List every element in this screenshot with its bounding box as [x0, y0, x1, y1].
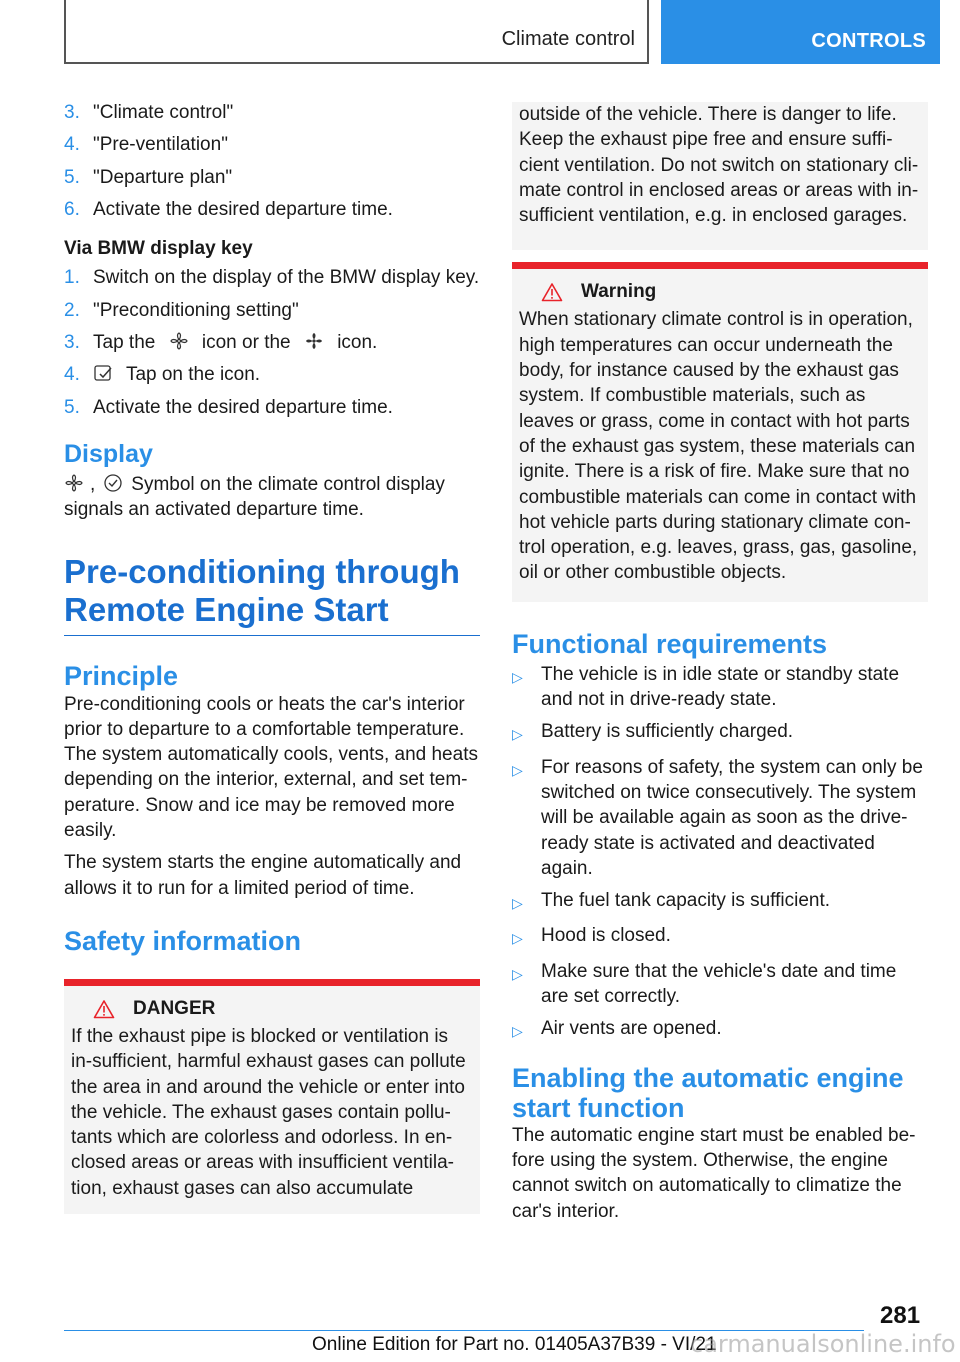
watermark: carmanualsonline.info — [690, 1330, 956, 1358]
footer-edition: Online Edition for Part no. 01405A37B39 - VI/21 — [312, 1334, 717, 1355]
list-item: 3. Tap the icon or the icon. — [64, 332, 378, 354]
warning-text: When stationary climate control is in operation, high temperatures can occur underneath the body, for instance caused by the exhaust gas system. If combustible materials, such as leaves or grass, come in contact with hot parts of the exhaust gas system, these materials can ignite. There is a risk of fire. Make sure that no combustible materials can come in contact with hot vehicle parts during stationary climate con-trol operation, e.g. leaves, grass, gas, gasoline, oil or other combustible objects. — [519, 309, 918, 584]
header-section-title: Climate control — [501, 28, 635, 50]
danger-box — [64, 979, 480, 1214]
safety-heading: Safety information — [64, 925, 302, 956]
list-item: ▷ Battery is sufficiently charged. — [512, 719, 928, 747]
danger-text: If the exhaust pipe is blocked or ventilation is in-sufficient, harmful exhaust gases can pollute the area in and around the vehicle or enter into the vehicle. The exhaust gases contain pollu-tants which are colorless and odorless. In en-closed areas or areas with insufficient ventila-tion, exhaust gases can also accumulate — [71, 1025, 466, 1199]
main-heading-block — [64, 553, 480, 636]
right-column — [512, 102, 928, 1224]
bullet-triangle-icon: ▷ — [512, 726, 523, 743]
list-item: 2. "Preconditioning setting" — [64, 299, 299, 321]
left-column — [64, 100, 480, 1214]
list-item: ▷ The vehicle is in idle state or standby state and not in drive-ready state. — [512, 662, 928, 713]
list-item: 3. "Climate control" — [64, 102, 234, 123]
header-chapter-title: CONTROLS — [811, 30, 926, 52]
bullet-triangle-icon: ▷ — [512, 895, 523, 912]
clock-check-icon — [103, 473, 123, 493]
list-item: ▷ Make sure that the vehicle's date and time are set correctly. — [512, 959, 928, 1010]
danger-text-continued: outside of the vehicle. There is danger to life. Keep the exhaust pipe free and ensure suffi-cient ventilation. Do not switch on stationary cli-mate control in enclosed areas or areas with in-sufficient ventilation, e.g. in enclosed garages. — [519, 104, 919, 227]
header-chapter-tab — [661, 0, 940, 64]
list-item: 5. "Departure plan" — [64, 166, 233, 188]
warning-triangle-icon — [93, 999, 115, 1019]
warning-title: Warning — [581, 281, 657, 303]
danger-title: DANGER — [133, 997, 216, 1019]
principle-paragraph-2: The system starts the engine automatically and allows it to run for a limited period of time. — [64, 852, 462, 899]
list-item: 4. "Pre-ventilation" — [64, 134, 228, 156]
fan-icon — [169, 331, 189, 351]
bullet-triangle-icon: ▷ — [512, 965, 523, 982]
list-item: 6. Activate the desired departure time. — [64, 198, 393, 220]
display-paragraph: , Symbol on the climate control display signals an activated departure time. — [64, 473, 445, 521]
functional-requirements-list — [512, 662, 928, 1045]
warning-box — [512, 262, 928, 601]
danger-box-continued — [512, 102, 928, 250]
fan-icon — [64, 473, 84, 493]
bullet-triangle-icon: ▷ — [512, 930, 523, 947]
list-item: ▷ Hood is closed. — [512, 923, 928, 951]
list-item: 5. Activate the desired departure time. — [64, 396, 393, 418]
fan-bold-icon — [304, 331, 324, 351]
principle-paragraph-1: Pre-conditioning cools or heats the car's interior prior to departure to a comfortable temperature. The system automatically cools, vents, and heats depending on the interior, external, and set tem-perature. Snow and ice may be removed more easily. — [64, 693, 478, 842]
list-item: ▷ For reasons of safety, the system can only be switched on twice consecutively. The system will be available again as soon as the drive-ready state is activated and deactivated again. — [512, 755, 928, 881]
via-key-subheading: Via BMW display key — [64, 238, 253, 260]
principle-heading: Principle — [64, 660, 179, 691]
list-item: 4. Tap on the icon. — [64, 364, 261, 386]
enable-paragraph: The automatic engine start must be enabled be-fore using the system. Otherwise, the engine cannot switch on automatically to climatize the car's interior. — [512, 1124, 916, 1222]
enable-heading: Enabling the automatic engine start function — [512, 1062, 904, 1123]
bullet-triangle-icon: ▷ — [512, 761, 523, 778]
bullet-triangle-icon: ▷ — [512, 1023, 523, 1040]
display-heading: Display — [64, 439, 153, 468]
functional-requirements-heading: Functional requirements — [512, 628, 828, 659]
check-box-icon — [93, 363, 113, 383]
warning-triangle-icon — [541, 282, 563, 302]
steps-list-a — [64, 100, 480, 222]
header-section-tab — [64, 0, 649, 64]
list-item: ▷ Air vents are opened. — [512, 1016, 928, 1044]
page-number: 281 — [880, 1302, 921, 1329]
list-item: 1. Switch on the display of the BMW display key. — [64, 267, 480, 289]
steps-list-b — [64, 265, 480, 419]
bullet-triangle-icon: ▷ — [512, 668, 523, 685]
list-item: ▷ The fuel tank capacity is sufficient. — [512, 888, 928, 916]
page-title: Pre-conditioning through Remote Engine Start — [64, 552, 460, 628]
